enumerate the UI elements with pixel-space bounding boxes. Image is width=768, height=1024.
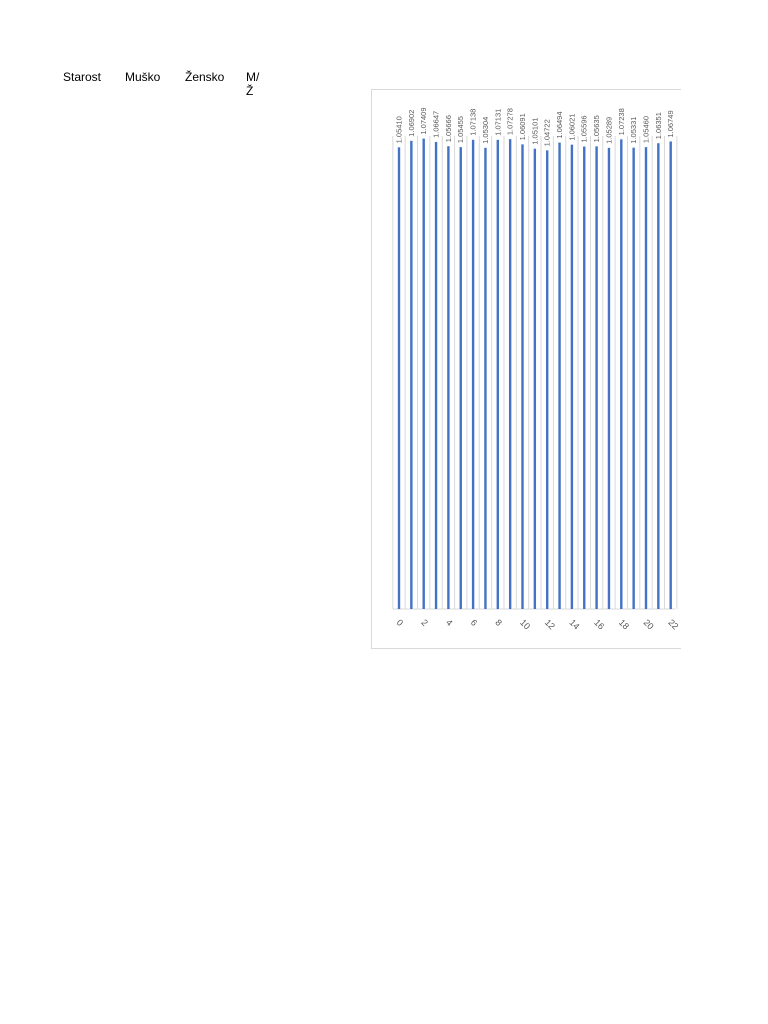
header-zensko: Žensko [185,70,225,84]
bar [497,140,499,609]
data-label: 1.06351 [653,112,663,140]
bar [460,147,462,609]
x-tick-label: 4 [443,617,455,628]
bar [620,139,622,609]
x-tick-label: 14 [567,617,582,632]
data-label: 1.05666 [443,115,453,143]
data-label: 1.06647 [431,110,441,138]
x-tick-label: 10 [518,617,533,632]
data-label: 1.07278 [505,108,515,136]
bar [608,148,610,609]
x-tick-label: 16 [592,617,607,632]
data-label: 1.06749 [666,110,676,138]
header-musko: Muško [125,70,161,84]
bar [410,141,412,609]
bar [398,147,400,609]
x-tick-label: 0 [394,617,406,628]
data-label: 1.04722 [542,119,552,147]
x-tick-label: 12 [542,617,557,632]
x-tick-label: 22 [666,617,681,632]
header-starost: Starost [63,70,102,84]
data-label: 1.06902 [406,109,416,137]
data-label: 1.06021 [567,113,577,141]
bar [558,143,560,609]
x-tick-label: 18 [616,617,632,632]
bar [571,145,573,609]
x-tick-label: 20 [641,617,656,632]
bar [509,139,511,609]
bar [521,144,523,609]
bar [645,147,647,609]
bar [484,148,486,609]
data-label: 1.07131 [493,108,503,136]
data-label: 1.05596 [579,115,589,143]
bar [546,150,548,609]
bar [595,146,597,609]
data-label: 1.05331 [629,116,639,144]
bar [435,142,437,609]
data-label: 1.07238 [616,108,626,136]
x-tick-label: 6 [468,617,480,628]
data-label: 1.05460 [641,115,651,144]
data-label: 1.06494 [555,111,565,139]
data-label: 1.07138 [468,108,478,136]
data-label: 1.05455 [456,116,466,144]
bar [670,141,672,609]
data-label: 1.05101 [530,117,540,145]
bar [632,148,634,609]
bar [447,146,449,609]
data-label: 1.07409 [419,107,429,135]
data-label: 1.06091 [518,113,527,141]
x-tick-label: 2 [419,617,430,628]
data-label: 1.05635 [592,115,602,143]
data-label: 1.05410 [394,116,404,144]
bar [657,143,659,609]
bar [472,140,474,609]
x-tick-label: 8 [493,617,505,628]
bar [423,139,425,609]
bar [534,149,536,609]
bar [583,147,585,609]
data-label: 1.05289 [604,116,614,144]
data-label: 1.05304 [480,116,490,144]
header-ratio: M/Ž [246,70,260,98]
